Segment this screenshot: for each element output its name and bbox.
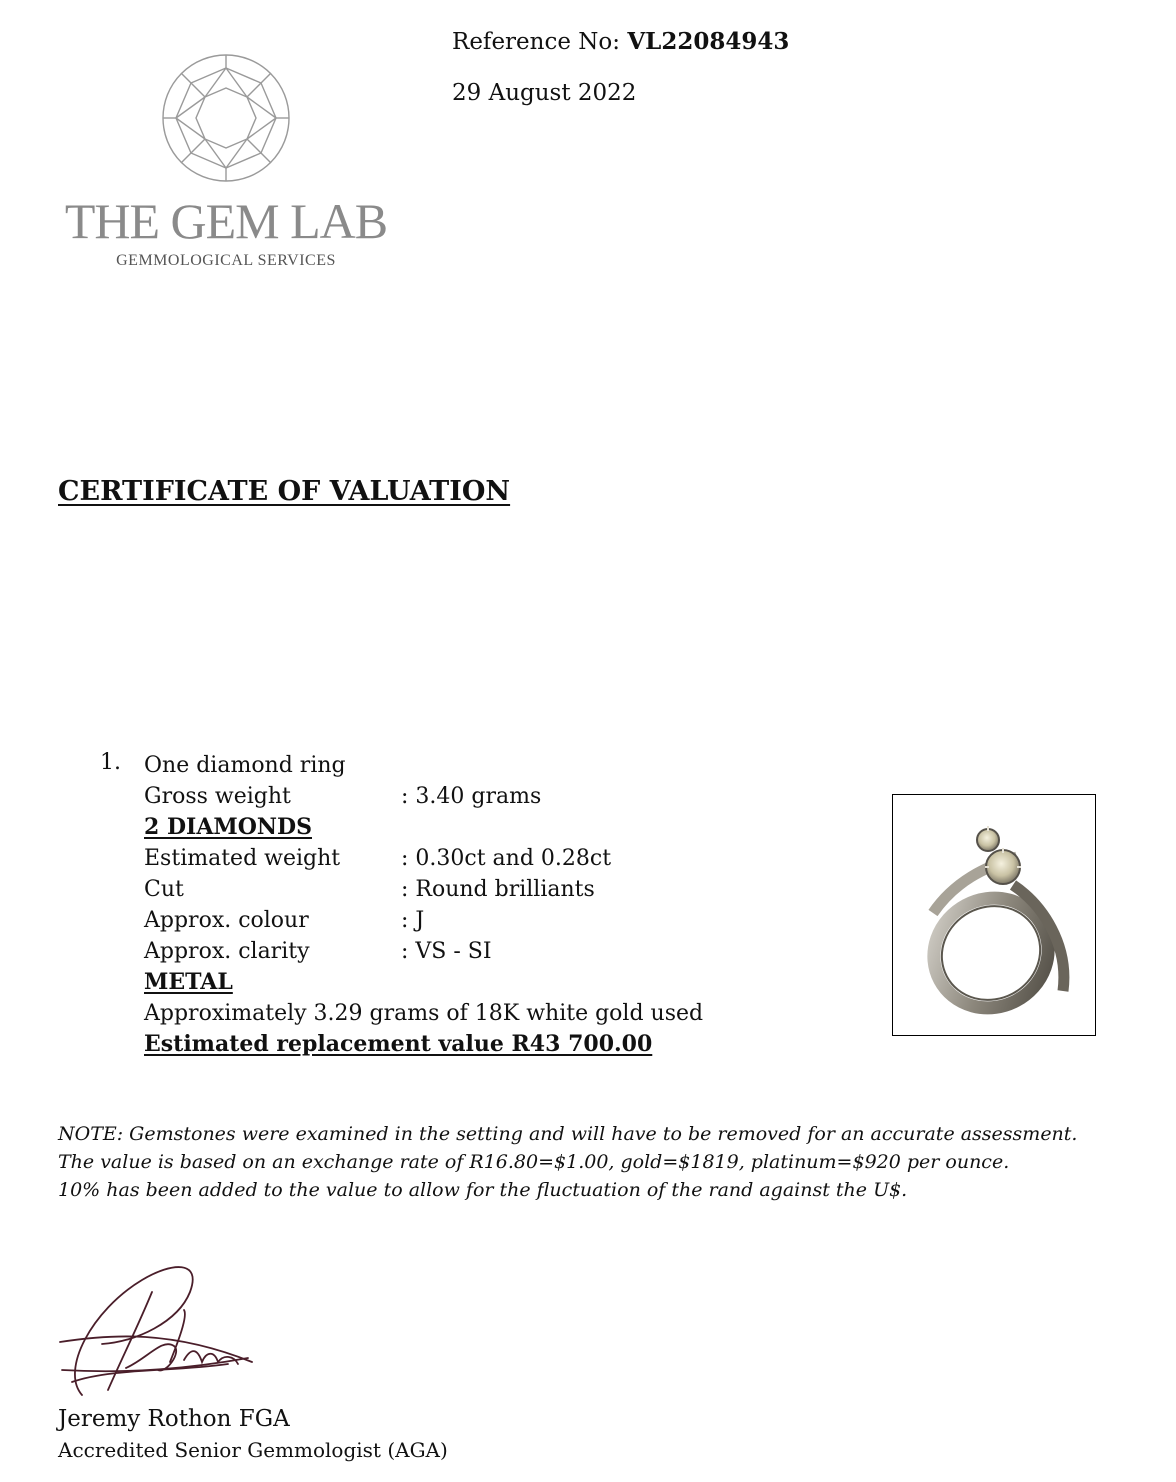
metal-text: Approximately 3.29 grams of 18K white gold used [144, 1001, 704, 1026]
certificate-title: CERTIFICATE OF VALUATION [58, 476, 511, 507]
diamonds-heading: 2 DIAMONDS [144, 814, 312, 840]
spec-label: Approx. colour [144, 908, 309, 933]
item-number: 1. [100, 750, 121, 775]
ring-image [893, 795, 1094, 1034]
signer-title: Accredited Senior Gemmologist (AGA) [58, 1438, 448, 1462]
replacement-value: Estimated replacement value R43 700.00 [144, 1031, 653, 1057]
gross-weight-label: Gross weight [144, 784, 291, 809]
spec-value: : Round brilliants [401, 877, 595, 902]
spec-row [144, 905, 703, 936]
spec-row [144, 874, 703, 905]
document-date: 29 August 2022 [452, 80, 637, 106]
spec-value: : VS - SI [401, 939, 492, 964]
valuation-note [58, 1120, 1077, 1204]
company-subtitle: GEMMOLOGICAL SERVICES [116, 252, 336, 269]
note-line: NOTE: Gemstones were examined in the setting and will have to be removed for an accurate assessment. [58, 1123, 1078, 1145]
signer-name: Jeremy Rothon FGA [58, 1406, 290, 1432]
company-name: THE GEM LAB [64, 193, 388, 249]
gross-weight-row [144, 781, 703, 812]
handwritten-signature [52, 1250, 262, 1400]
note-line: The value is based on an exchange rate of R16.80=$1.00, gold=$1819, platinum=$920 per ounce. [58, 1151, 1010, 1173]
note-line: 10% has been added to the value to allow for the fluctuation of the rand against the U$. [58, 1179, 908, 1201]
item-details [144, 750, 703, 1060]
reference-number [452, 28, 789, 55]
spec-row [144, 843, 703, 874]
ring-photo [892, 794, 1096, 1036]
company-logo [56, 48, 396, 278]
spec-row [144, 936, 703, 967]
metal-heading: METAL [144, 969, 233, 995]
spec-value: : 0.30ct and 0.28ct [401, 846, 612, 871]
gross-weight-value: : 3.40 grams [401, 784, 542, 809]
reference-value: VL22084943 [627, 28, 790, 55]
spec-label: Cut [144, 877, 184, 902]
spec-value: : J [401, 908, 425, 933]
spec-label: Approx. clarity [144, 939, 310, 964]
spec-label: Estimated weight [144, 846, 341, 871]
diamond-outline-icon [160, 52, 292, 184]
item-description: One diamond ring [144, 753, 346, 778]
reference-label: Reference No: [452, 29, 628, 55]
